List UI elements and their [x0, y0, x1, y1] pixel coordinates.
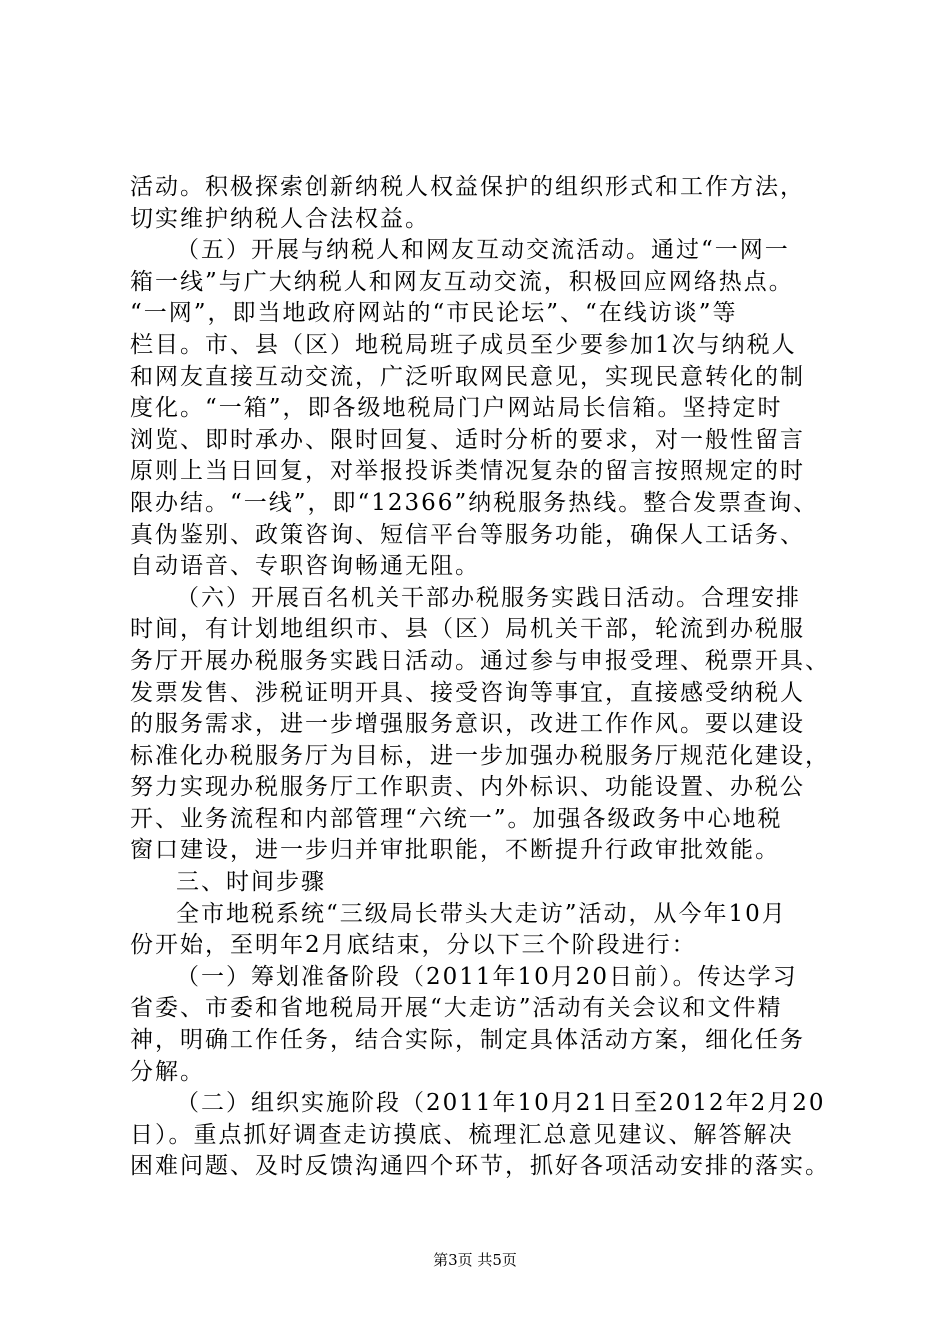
text-line: 努力实现办税服务厅工作职责、内外标识、功能设置、办税公	[130, 774, 805, 801]
text-line: 和网友直接互动交流，广泛听取网民意见，实现民意转化的制	[130, 363, 805, 390]
text-line: 浏览、即时承办、限时回复、适时分析的要求，对一般性留言	[130, 426, 805, 453]
text-line: 发票发售、涉税证明开具、接受咨询等事宜，直接感受纳税人	[130, 679, 805, 706]
text-line: 窗口建设，进一步归并审批职能，不断提升行政审批效能。	[130, 837, 780, 864]
document-body	[130, 172, 835, 1183]
text-line: 切实维护纳税人合法权益。	[130, 205, 430, 232]
text-line: 务厅开展办税服务实践日活动。通过参与申报受理、税票开具、	[130, 647, 830, 674]
text-line: 日）。重点抓好调查走访摸底、梳理汇总意见建议、解答解决	[130, 1121, 794, 1148]
text-line: 箱一线”与广大纳税人和网友互动交流，积极回应网络热点。	[130, 268, 794, 295]
text-line: “一网”，即当地政府网站的“市民论坛”、“在线访谈”等	[130, 300, 738, 327]
text-line: 省委、市委和省地税局开展“大走访”活动有关会议和文件精	[130, 995, 783, 1022]
text-line: 的服务需求，进一步增强服务意识，改进工作作风。要以建设	[130, 711, 805, 738]
section-heading-5: （五）开展与纳税人和网友互动交流活动。通过“一网一	[176, 237, 790, 264]
text-line: 全市地税系统“三级局长带头大走访”活动，从今年10月	[176, 900, 787, 927]
text-line: 度化。“一箱”，即各级地税局门户网站局长信箱。坚持定时	[130, 395, 783, 422]
text-line: 时间，有计划地组织市、县（区）局机关干部，轮流到办税服	[130, 616, 805, 643]
text-line: 神，明确工作任务，结合实际，制定具体活动方案，细化任务	[130, 1027, 805, 1054]
text-line: 活动。积极探索创新纳税人权益保护的组织形式和工作方法，	[130, 174, 805, 200]
text-line: 自动语音、专职咨询畅通无阻。	[130, 553, 480, 580]
section-heading-6: （六）开展百名机关干部办税服务实践日活动。合理安排	[176, 584, 801, 611]
text-line: 原则上当日回复，对举报投诉类情况复杂的留言按照规定的时	[130, 458, 805, 485]
text-line: 真伪鉴别、政策咨询、短信平台等服务功能，确保人工话务、	[130, 521, 805, 548]
text-line: 开、业务流程和内部管理“六统一”。加强各级政务中心地税	[130, 805, 783, 832]
page-footer: 第3页 共5页	[433, 1251, 517, 1269]
text-line: 栏目。市、县（区）地税局班子成员至少要参加1次与纳税人	[130, 331, 797, 358]
section-heading-3: 三、时间步骤	[176, 869, 326, 896]
text-line: 困难问题、及时反馈沟通四个环节，抓好各项活动安排的落实。	[130, 1153, 830, 1180]
subsection-heading-2: （二）组织实施阶段（2011年10月21日至2012年2月20	[176, 1090, 826, 1117]
text-line: 标准化办税服务厅为目标，进一步加强办税服务厅规范化建设，	[130, 742, 830, 769]
text-line: 限办结。“一线”，即“12366”纳税服务热线。整合发票查询、	[130, 489, 819, 516]
text-line: 份开始，至明年2月底结束，分以下三个阶段进行：	[130, 932, 697, 959]
text-line: 分解。	[130, 1058, 205, 1085]
subsection-heading-1: （一）筹划准备阶段（2011年10月20日前）。传达学习	[176, 963, 798, 990]
